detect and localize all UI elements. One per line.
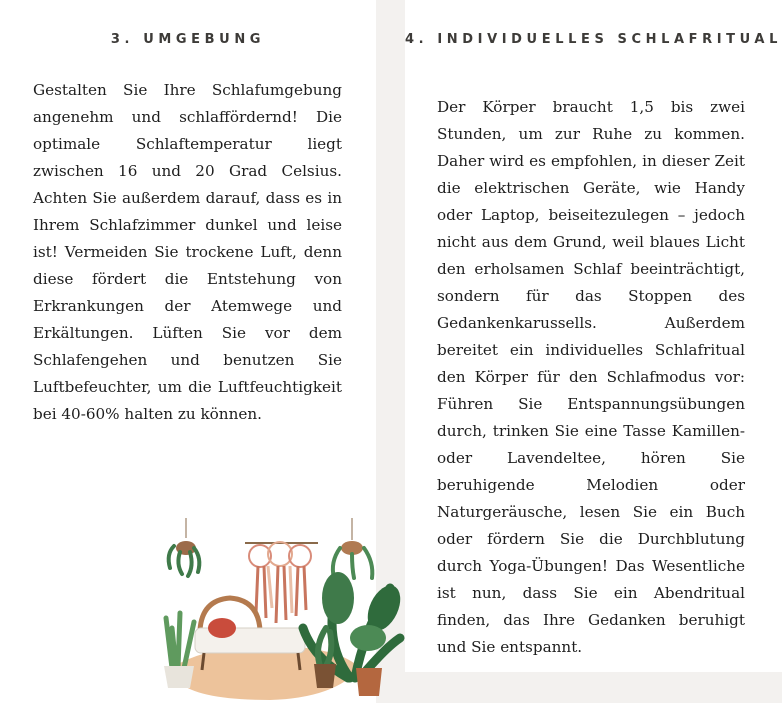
section-heading-umgebung: 3. UMGEBUNG (110, 32, 266, 47)
section-body-umgebung: Gestalten Sie Ihre Schlafumgebung angenehm und schlaffördernd! Die optimale Schlaftemperatur liegt zwischen 16 und 20 Grad Celsius. Achten Sie außerdem darauf, dass es in Ihrem Schlafzimmer dunkel und leise ist! Vermeiden Sie trockene Luft, denn diese fördert die Entstehung von Erkrankungen der Atemwege und Erkältungen. Lüften Sie vor dem Schlafengehen und benutzen Sie Luftbefeuchter, um die Luftfeuchtigkeit bei 40-60% halten zu können. (33, 81, 342, 423)
section-heading-schlafritual: 4. INDIVIDUELLES SCHLAFRITUAL (405, 32, 782, 47)
hanging-plant-right (333, 518, 372, 578)
hanging-plant-left (169, 518, 200, 576)
section-body-schlafritual: Der Körper braucht 1,5 bis zwei Stunden, um zur Ruhe zu kommen. Daher wird es empfohlen, in dieser Zeit die elektrischen Geräte, wie Handy oder Laptop, beiseitezulegen – jedoch nicht aus dem Grund, weil blaues Licht den erholsamen Schlaf beeinträchtigt, sondern für das Stoppen des Gedankenkarussells. Außerdem bereitet ein individuelles Schlafritual den Körper für den Schlafmodus vor: Führen Sie Entspannungsübungen durch, trinken Sie eine Tasse Kamillen- oder Lavendeltee, hören Sie beruhigende Melodien oder Naturgeräusche, lesen Sie ein Buch oder fördern Sie die Durchblutung durch Yoga-Übungen! Das Wesentliche ist nun, dass Sie ein Abendritual finden, das Ihre Gedanken beruhigt und Sie entspannt. (437, 98, 745, 656)
potted-plant-right (303, 572, 407, 696)
bedroom-plants-illustration (160, 518, 410, 703)
potted-plant-left (164, 613, 194, 688)
